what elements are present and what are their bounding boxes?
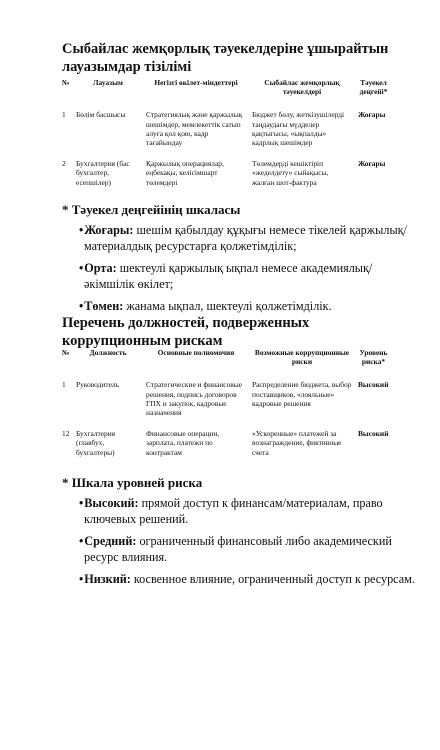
cell-level: Высокий: [358, 429, 389, 439]
column-header-level: Уровень риска*: [359, 348, 388, 367]
cell-number: 12: [62, 429, 70, 439]
cell-level: Высокий: [358, 380, 389, 390]
ru-register-table-wrap: [62, 348, 392, 469]
scale-level-label: Орта:: [84, 261, 117, 275]
cell-position: Руководитель: [76, 380, 119, 390]
scale-level-text: ограниченный финансовый либо академический ресурс влияния.: [84, 534, 392, 564]
table-header-row: [62, 348, 392, 380]
column-header-risks: Сыбайлас жемқорлық тәуекелдері: [264, 78, 340, 97]
list-item: •Жоғары: шешім қабылдау құқығы немесе тікелей қаржылық/материалдық ресурстарға қолжетімділік;: [79, 223, 407, 253]
column-header-number: №: [62, 348, 70, 357]
table-row: [62, 159, 392, 199]
scale-level-label: Высокий:: [84, 496, 139, 510]
list-item: •Орта: шектеулі қаржылық ықпал немесе академиялық/әкімшілік өкілет;: [79, 261, 373, 291]
cell-position: Бухгалтерия (бас бухгалтер, есепшілер): [76, 159, 130, 187]
scale-level-text: шешім қабылдау құқығы немесе тікелей қаржылық/материалдық ресурстарға қолжетімділік;: [84, 223, 407, 253]
list-item: •Төмен: жанама ықпал, шектеулі қолжетімділік.: [79, 299, 332, 313]
ru-scale-title: * Шкала уровней риска: [62, 475, 203, 490]
cell-duties: Финансовые операции, зарплата, платежи по контрактам: [146, 429, 220, 457]
column-header-position: Должность: [89, 348, 127, 357]
list-item: •Высокий: прямой доступ к финансам/материалам, право ключевых решений.: [79, 496, 383, 526]
kz-register-title: Сыбайлас жемқорлық тәуекелдеріне ұшырайтын лауазымдар тізілімі: [62, 41, 389, 75]
kz-scale-list: [62, 223, 421, 322]
scale-level-label: Жоғары:: [84, 223, 134, 237]
column-header-duties: Негізгі өкілет-міндеттері: [154, 78, 238, 87]
cell-duties: Қаржылық операциялар, еңбекақы, келісімшарт төлемдері: [146, 159, 224, 187]
scale-level-label: Средний:: [84, 534, 137, 548]
ru-scale-list: [62, 496, 421, 595]
scale-level-text: шектеулі қаржылық ықпал немесе академиялық/әкімшілік өкілет;: [84, 261, 373, 291]
column-header-number: №: [62, 78, 70, 87]
cell-risks: Төлемдерді кешіктіріп «жеделдету» сыйақысы, жалған шот-фактура: [252, 159, 329, 187]
table-row: [62, 429, 392, 469]
cell-risks: Распределение бюджета, выбор поставщиков, «лояльные» кадровые решения: [252, 380, 352, 408]
table-row: [62, 380, 392, 429]
cell-duties: Стратегиялық және қаржылық шешімдер, мемлекеттік сатып алуға қол қою, кадр тағайындау: [146, 110, 243, 148]
cell-level: Жоғары: [358, 159, 386, 169]
column-header-position: Лауазым: [93, 78, 123, 87]
scale-level-text: прямой доступ к финансам/материалам, право ключевых решений.: [84, 496, 383, 526]
cell-duties: Стратегические и финансовые решения, подпись договоров ГПХ и закупок, кадровые назначения: [146, 380, 243, 418]
kz-register-table: [62, 78, 392, 199]
kz-register-table-wrap: [62, 78, 392, 199]
ru-register-table: [62, 348, 392, 469]
list-item: •Низкий: косвенное влияние, ограниченный доступ к ресурсам.: [79, 572, 415, 586]
cell-risks: Бюджет бөлу, жеткізушілерді таңдаудағы мүдделер қақтығысы, «ықпалды» кадрлық шешімдер: [252, 110, 345, 148]
table-header-row: [62, 78, 392, 110]
column-header-risks: Возможные коррупционные риски: [254, 348, 350, 367]
cell-position: Бухгалтерия (главбух, бухгалтеры): [76, 429, 116, 457]
column-header-duties: Основные полномочия: [157, 348, 235, 357]
scale-level-label: Низкий:: [84, 572, 131, 586]
list-item: •Средний: ограниченный финансовый либо академический ресурс влияния.: [79, 534, 392, 564]
cell-number: 2: [62, 159, 66, 169]
table-row: [62, 110, 392, 159]
kz-scale-title: * Тәуекел деңгейінің шкаласы: [62, 202, 241, 217]
scale-level-label: Төмен:: [84, 299, 124, 313]
scale-level-text: жанама ықпал, шектеулі қолжетімділік.: [126, 299, 332, 313]
scale-level-text: косвенное влияние, ограниченный доступ к ресурсам.: [133, 572, 415, 586]
cell-level: Жоғары: [358, 110, 386, 120]
cell-position: Бөлім басшысы: [76, 110, 126, 120]
cell-risks: «Ускоренные» платежей за вознаграждение, фиктивные счета: [252, 429, 342, 457]
column-header-level: Тәуекел деңгейі*: [359, 78, 388, 97]
ru-register-title: Перечень должностей, подверженных коррупционным рискам: [62, 315, 310, 349]
cell-number: 1: [62, 110, 66, 120]
cell-number: 1: [62, 380, 66, 390]
